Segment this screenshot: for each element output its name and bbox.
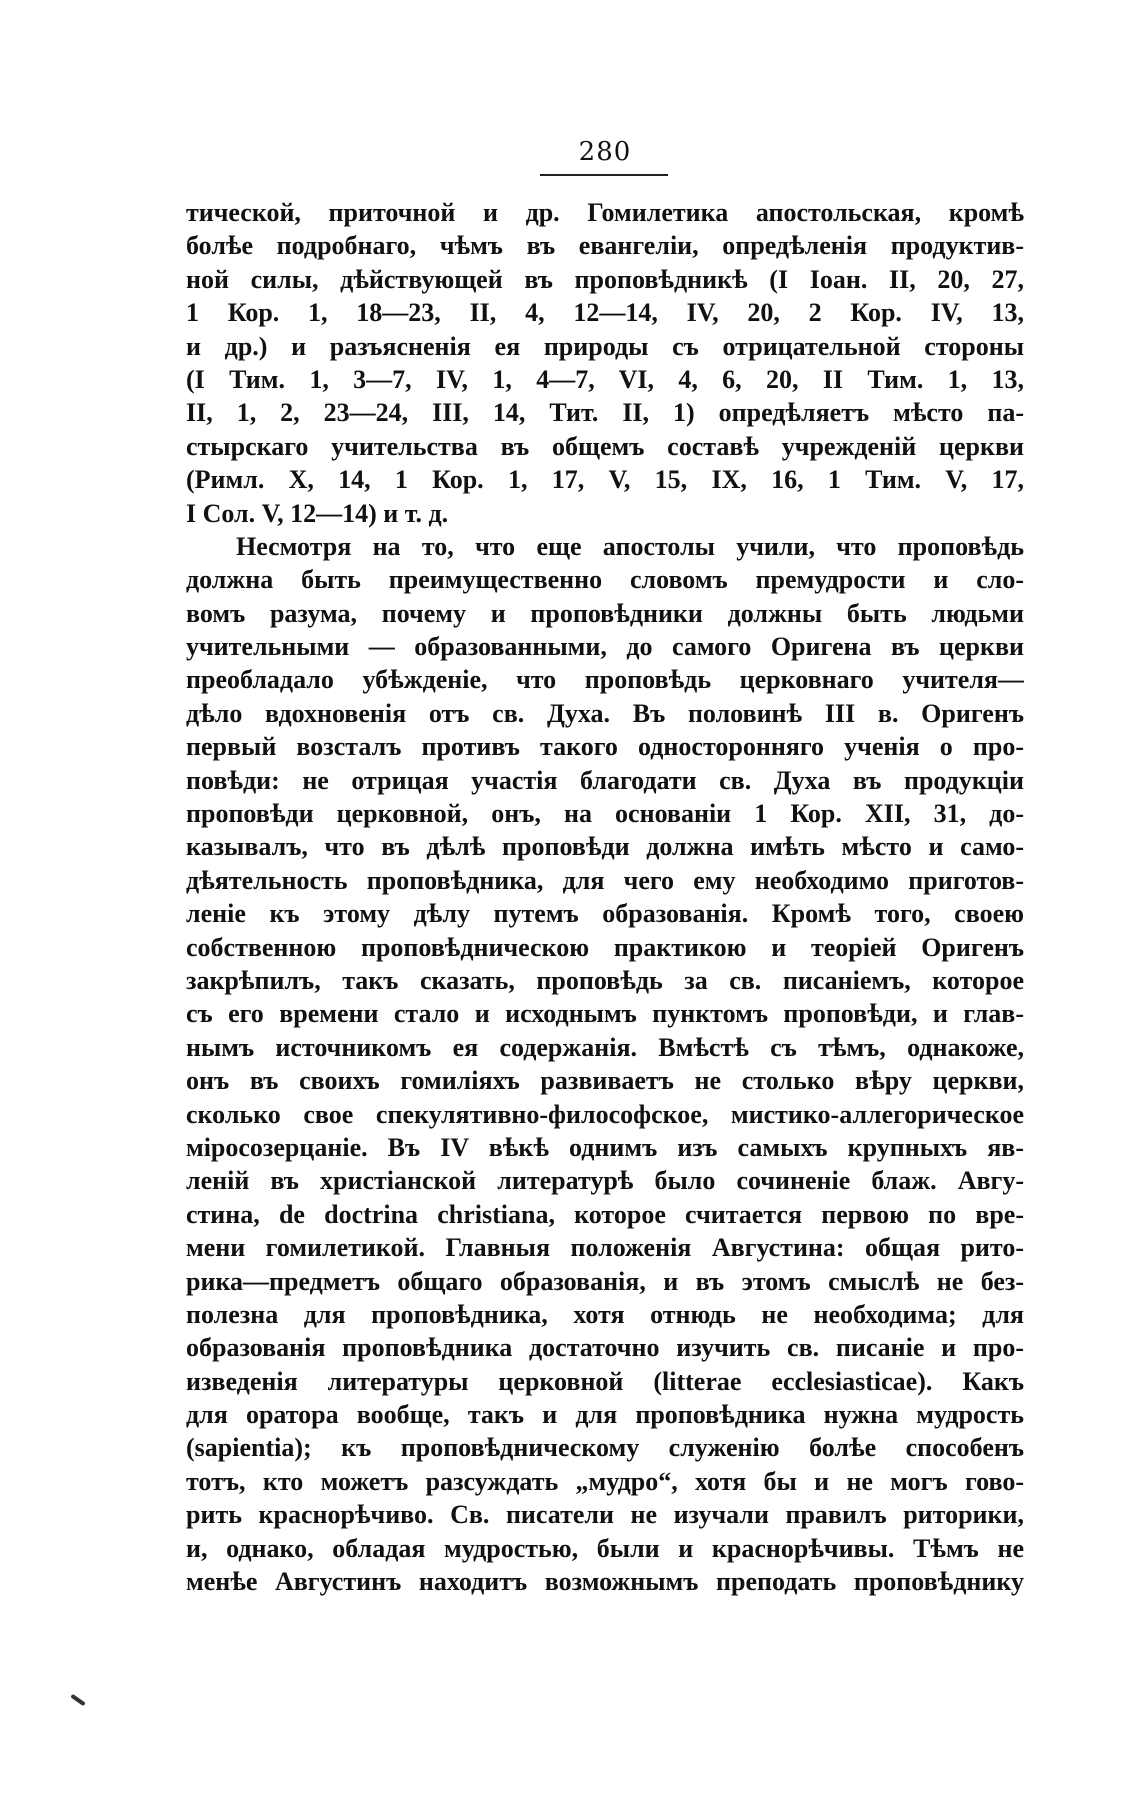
- text-line: для оратора вообще, такъ и для проповѣдника нужна мудрость: [186, 1400, 1024, 1430]
- page-number-rule: [540, 174, 668, 176]
- text-line: преобладало убѣжденіе, что проповѣдь церковнаго учителя—: [186, 665, 1024, 695]
- text-line: казывалъ, что въ дѣлѣ проповѣди должна имѣть мѣсто и само-: [186, 832, 1024, 862]
- text-line: образованія проповѣдника достаточно изучить св. писаніе и про-: [186, 1333, 1024, 1363]
- text-line: нымъ источникомъ ея содержанія. Вмѣстѣ съ тѣмъ, однакоже,: [186, 1032, 1024, 1062]
- text-line: съ его времени стало и исходнымъ пунктомъ проповѣди, и глав-: [186, 999, 1024, 1029]
- text-line: сколько свое спекулятивно-философское, мистико-аллегорическое: [186, 1099, 1024, 1129]
- text-line: II, 1, 2, 23—24, III, 14, Тит. II, 1) опредѣляетъ мѣсто па-: [186, 398, 1024, 428]
- text-line: рить краснорѣчиво. Св. писатели не изучали правилъ риторики,: [186, 1500, 1024, 1530]
- body-text: [186, 196, 1024, 1598]
- text-line: міросозерцаніе. Въ IV вѣкѣ однимъ изъ самыхъ крупныхъ яв-: [186, 1132, 1024, 1162]
- text-line: стырскаго учительства въ общемъ составѣ учрежденій церкви: [186, 431, 1024, 461]
- text-line: (Римл. X, 14, 1 Кор. 1, 17, V, 15, IX, 16, 1 Тим. V, 17,: [186, 465, 1024, 495]
- text-line: изведенія литературы церковной (litterae ecclesiasticae). Какъ: [186, 1366, 1024, 1396]
- text-line: первый возсталъ противъ такого односторонняго ученія о про-: [186, 732, 1024, 762]
- text-line: менѣе Августинъ находитъ возможнымъ преподать проповѣднику: [186, 1567, 1024, 1597]
- text-line: стина, de doctrina christiana, которое считается первою по вре-: [186, 1199, 1024, 1229]
- text-line: леній въ христіанской литературѣ было сочиненіе блаж. Авгу-: [186, 1166, 1024, 1196]
- text-line: и, однако, обладая мудростью, были и краснорѣчивы. Тѣмъ не: [186, 1533, 1024, 1563]
- text-line: повѣди: не отрицая участія благодати св. Духа въ продукціи: [186, 765, 1024, 795]
- text-line: леніе къ этому дѣлу путемъ образованія. Кромѣ того, своею: [186, 899, 1024, 929]
- text-line: дѣло вдохновенія отъ св. Духа. Въ половинѣ III в. Оригенъ: [186, 698, 1024, 728]
- text-line: полезна для проповѣдника, хотя отнюдь не необходима; для: [186, 1299, 1024, 1329]
- text-line: онъ въ своихъ гомиліяхъ развиваетъ не столько вѣру церкви,: [186, 1066, 1024, 1096]
- text-line: собственною проповѣдническою практикою и теоріей Оригенъ: [186, 932, 1024, 962]
- text-line: тотъ, кто можетъ разсуждать „мудро“, хотя бы и не могъ гово-: [186, 1466, 1024, 1496]
- text-line: проповѣди церковной, онъ, на основаніи 1 Кор. XII, 31, до-: [186, 799, 1024, 829]
- text-line: мени гомилетикой. Главныя положенія Августина: общая рито-: [186, 1233, 1024, 1263]
- paragraph-first-line: Несмотря на то, что еще апостолы учили, что проповѣдь: [236, 531, 1024, 561]
- text-line: (sapientia); къ проповѣдническому служенію болѣе способенъ: [186, 1433, 1024, 1463]
- text-line: ной силы, дѣйствующей въ проповѣдникѣ (І Іоан. II, 20, 27,: [186, 264, 1024, 294]
- page-number: 280: [578, 137, 632, 167]
- text-line: закрѣпилъ, такъ сказать, проповѣдь за св. писаніемъ, которое: [186, 965, 1024, 995]
- scan-artifact-mark: [70, 1694, 85, 1706]
- text-line: болѣе подробнаго, чѣмъ въ евангеліи, опредѣленія продуктив-: [186, 231, 1024, 261]
- text-line: дѣятельность проповѣдника, для чего ему необходимо приготов-: [186, 865, 1024, 895]
- text-line: 1 Кор. 1, 18—23, II, 4, 12—14, IV, 20, 2 Кор. IV, 13,: [186, 298, 1024, 328]
- text-line: рика—предметъ общаго образованія, и въ этомъ смыслѣ не без-: [186, 1266, 1024, 1296]
- text-line: должна быть преимущественно словомъ премудрости и сло-: [186, 565, 1024, 595]
- text-line: учительными — образованными, до самого Оригена въ церкви: [186, 632, 1024, 662]
- text-line: и др.) и разъясненія ея природы съ отрицательной стороны: [186, 331, 1024, 361]
- text-line: I Сол. V, 12—14) и т. д.: [186, 498, 449, 528]
- text-line: вомъ разума, почему и проповѣдники должны быть людьми: [186, 598, 1024, 628]
- text-line: тической, приточной и др. Гомилетика апостольская, кромѣ: [186, 198, 1024, 227]
- text-line: (І Тим. 1, 3—7, IV, 1, 4—7, VI, 4, 6, 20, II Тим. 1, 13,: [186, 364, 1024, 394]
